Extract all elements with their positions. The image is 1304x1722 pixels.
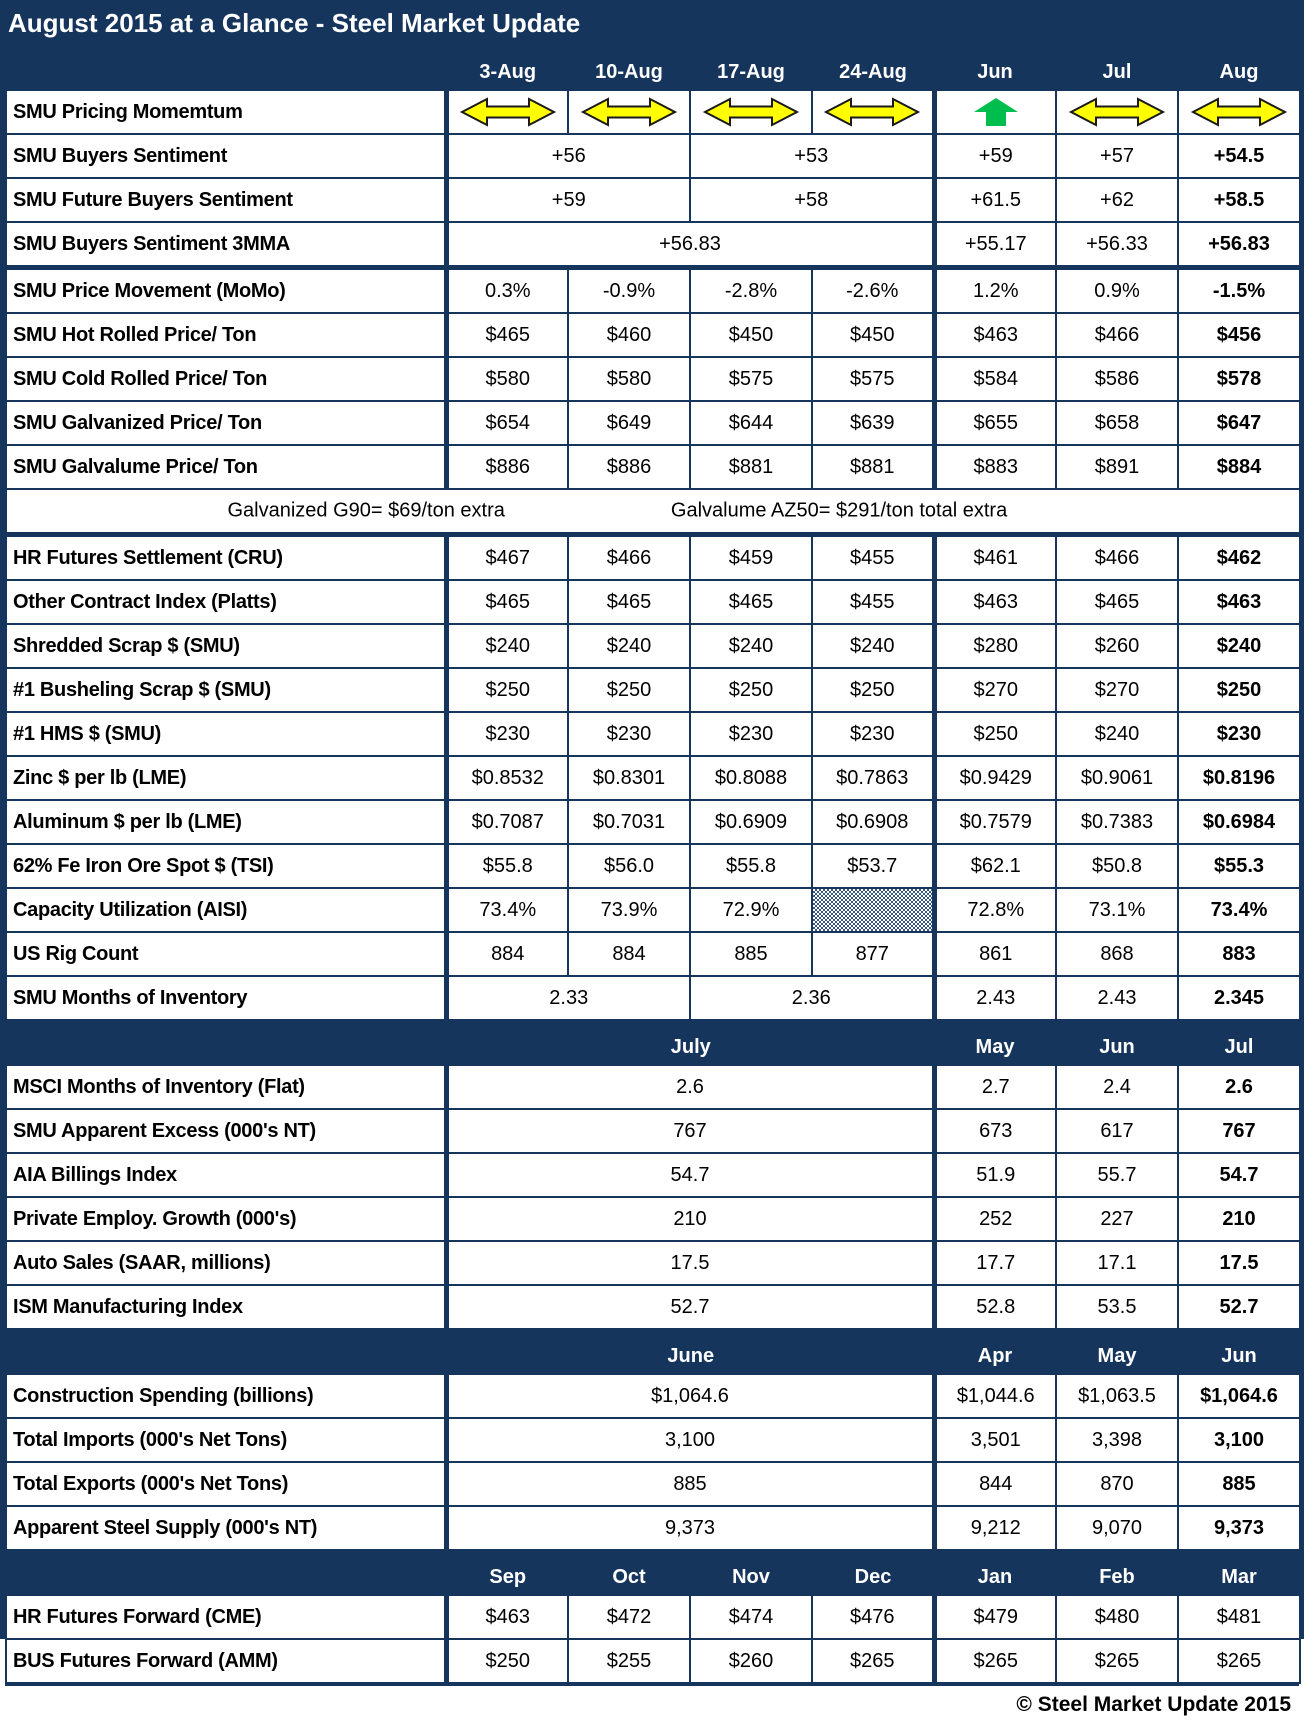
row-label: #1 HMS $ (SMU) [6, 712, 446, 756]
value-cell: 2.6 [1178, 1065, 1300, 1109]
value-cell: 54.7 [446, 1153, 934, 1197]
momentum-cell [690, 90, 812, 134]
table-row [6, 844, 1300, 888]
header-spacer-cell [6, 1329, 446, 1374]
value-cell: 767 [446, 1109, 934, 1153]
row-label: SMU Galvalume Price/ Ton [6, 445, 446, 489]
value-cell: $0.8088 [690, 756, 812, 800]
value-cell: $647 [1178, 401, 1300, 445]
value-cell: 2.345 [1178, 976, 1300, 1020]
table-row [6, 445, 1300, 489]
value-cell: $0.6984 [1178, 800, 1300, 844]
table-row [6, 1506, 1300, 1550]
value-cell: 870 [1056, 1462, 1178, 1506]
value-cell: $250 [934, 712, 1056, 756]
value-cell: 55.7 [1056, 1153, 1178, 1197]
month-header-cell: Apr [934, 1329, 1056, 1374]
momentum-cell [934, 90, 1056, 134]
table-row [6, 1197, 1300, 1241]
value-cell: 2.4 [1056, 1065, 1178, 1109]
value-cell: 73.4% [1178, 888, 1300, 932]
month-header-cell: Sep [446, 1550, 568, 1595]
row-label: SMU Future Buyers Sentiment [6, 178, 446, 222]
value-cell: $0.8532 [446, 756, 568, 800]
value-cell: $891 [1056, 445, 1178, 489]
value-cell: -0.9% [568, 268, 690, 314]
value-cell: $465 [568, 580, 690, 624]
value-cell: +54.5 [1178, 134, 1300, 178]
month-header-cell: Mar [1178, 1550, 1300, 1595]
value-cell: $466 [1056, 535, 1178, 581]
value-cell: $255 [568, 1639, 690, 1683]
value-cell: $450 [690, 313, 812, 357]
value-cell: $467 [446, 535, 568, 581]
value-cell: $270 [934, 668, 1056, 712]
value-cell: +59 [934, 134, 1056, 178]
value-cell: $575 [812, 357, 934, 401]
row-label: SMU Galvanized Price/ Ton [6, 401, 446, 445]
value-cell: $466 [568, 535, 690, 581]
value-cell: 17.5 [446, 1241, 934, 1285]
month-header-row [6, 1550, 1300, 1595]
row-label: MSCI Months of Inventory (Flat) [6, 1065, 446, 1109]
table-row [6, 313, 1300, 357]
value-cell: $465 [446, 313, 568, 357]
value-cell: 52.7 [446, 1285, 934, 1329]
value-cell: 9,070 [1056, 1506, 1178, 1550]
value-cell: 3,501 [934, 1418, 1056, 1462]
value-cell: $584 [934, 357, 1056, 401]
value-cell: $472 [568, 1595, 690, 1639]
table-row [6, 976, 1300, 1020]
value-cell: $250 [446, 1639, 568, 1683]
value-cell: $270 [1056, 668, 1178, 712]
value-cell: $62.1 [934, 844, 1056, 888]
value-cell: 885 [690, 932, 812, 976]
table-row [6, 1639, 1300, 1683]
value-cell: 17.7 [934, 1241, 1056, 1285]
value-cell: $480 [1056, 1595, 1178, 1639]
month-header-cell: Aug [1178, 45, 1300, 90]
month-header-cell: Jan [934, 1550, 1056, 1595]
row-label: Total Exports (000's Net Tons) [6, 1462, 446, 1506]
value-cell: 884 [446, 932, 568, 976]
value-cell: $1,044.6 [934, 1374, 1056, 1418]
value-cell: $455 [812, 535, 934, 581]
value-cell: $240 [690, 624, 812, 668]
horizontal-arrow-icon [824, 97, 920, 127]
value-cell: 3,100 [1178, 1418, 1300, 1462]
row-label: US Rig Count [6, 932, 446, 976]
value-cell: $883 [934, 445, 1056, 489]
row-label: SMU Hot Rolled Price/ Ton [6, 313, 446, 357]
value-cell: $479 [934, 1595, 1056, 1639]
value-cell: 53.5 [1056, 1285, 1178, 1329]
value-cell: $586 [1056, 357, 1178, 401]
table-row [6, 932, 1300, 976]
row-label: Apparent Steel Supply (000's NT) [6, 1506, 446, 1550]
value-cell: $465 [690, 580, 812, 624]
value-cell: $884 [1178, 445, 1300, 489]
note-text: Galvanized G90= $69/ton extra [227, 499, 505, 522]
value-cell: $240 [446, 624, 568, 668]
value-cell: 2.43 [1056, 976, 1178, 1020]
table-row [6, 800, 1300, 844]
table-row [6, 178, 1300, 222]
value-cell: 2.33 [446, 976, 690, 1020]
horizontal-arrow-icon [460, 97, 556, 127]
table-row [6, 888, 1300, 932]
table-row [6, 357, 1300, 401]
value-cell: 252 [934, 1197, 1056, 1241]
value-cell: $55.3 [1178, 844, 1300, 888]
table-row [6, 1595, 1300, 1639]
value-cell: 51.9 [934, 1153, 1056, 1197]
value-cell: $463 [1178, 580, 1300, 624]
month-header-cell: May [934, 1020, 1056, 1065]
header-spacer-cell [6, 1550, 446, 1595]
value-cell: $240 [568, 624, 690, 668]
up-arrow-icon [970, 96, 1022, 128]
value-cell: 883 [1178, 932, 1300, 976]
row-label: SMU Apparent Excess (000's NT) [6, 1109, 446, 1153]
value-cell: $230 [690, 712, 812, 756]
month-header-cell: July [446, 1020, 934, 1065]
row-label: SMU Price Movement (MoMo) [6, 268, 446, 314]
value-cell: $0.8196 [1178, 756, 1300, 800]
month-header-cell: 3-Aug [446, 45, 568, 90]
row-label: 62% Fe Iron Ore Spot $ (TSI) [6, 844, 446, 888]
value-cell: $0.7087 [446, 800, 568, 844]
table-row [6, 1109, 1300, 1153]
value-cell: $0.6909 [690, 800, 812, 844]
note-row [6, 489, 1300, 535]
row-label: Aluminum $ per lb (LME) [6, 800, 446, 844]
value-cell: +62 [1056, 178, 1178, 222]
value-cell: $658 [1056, 401, 1178, 445]
month-header-cell: Jul [1056, 45, 1178, 90]
value-cell: $0.7383 [1056, 800, 1178, 844]
value-cell: 9,373 [1178, 1506, 1300, 1550]
value-cell: $886 [568, 445, 690, 489]
horizontal-arrow-icon [581, 97, 677, 127]
value-cell: $655 [934, 401, 1056, 445]
page-title: August 2015 at a Glance - Steel Market Update [8, 8, 581, 38]
value-cell: 17.1 [1056, 1241, 1178, 1285]
value-cell: $55.8 [446, 844, 568, 888]
row-label: Shredded Scrap $ (SMU) [6, 624, 446, 668]
value-cell: 227 [1056, 1197, 1178, 1241]
momentum-cell [1178, 90, 1300, 134]
value-cell: 54.7 [1178, 1153, 1300, 1197]
month-header-cell: 10-Aug [568, 45, 690, 90]
month-header-row [6, 1329, 1300, 1374]
value-cell: $265 [934, 1639, 1056, 1683]
value-cell: $476 [812, 1595, 934, 1639]
value-cell: 885 [1178, 1462, 1300, 1506]
value-cell: $0.7863 [812, 756, 934, 800]
value-cell: 0.3% [446, 268, 568, 314]
value-cell: $450 [812, 313, 934, 357]
table-row [6, 668, 1300, 712]
value-cell: 72.9% [690, 888, 812, 932]
value-cell: 877 [812, 932, 934, 976]
month-header-cell: Nov [690, 1550, 812, 1595]
value-cell: $240 [1178, 624, 1300, 668]
value-cell: $459 [690, 535, 812, 581]
row-label: Construction Spending (billions) [6, 1374, 446, 1418]
value-cell: 2.36 [690, 976, 934, 1020]
row-label: SMU Pricing Momemtum [6, 90, 446, 134]
row-label: AIA Billings Index [6, 1153, 446, 1197]
header-spacer-cell [6, 45, 446, 90]
value-cell: $886 [446, 445, 568, 489]
value-cell: $280 [934, 624, 1056, 668]
row-label: SMU Buyers Sentiment [6, 134, 446, 178]
table-row [6, 268, 1300, 314]
value-cell: 17.5 [1178, 1241, 1300, 1285]
value-cell: 9,212 [934, 1506, 1056, 1550]
value-cell: $474 [690, 1595, 812, 1639]
value-cell: $466 [1056, 313, 1178, 357]
table-row [6, 1153, 1300, 1197]
row-label: Total Imports (000's Net Tons) [6, 1418, 446, 1462]
row-label: Private Employ. Growth (000's) [6, 1197, 446, 1241]
value-cell: 861 [934, 932, 1056, 976]
value-cell: $240 [812, 624, 934, 668]
table-row [6, 401, 1300, 445]
row-label: BUS Futures Forward (AMM) [6, 1639, 446, 1683]
header-spacer-cell [6, 1020, 446, 1065]
value-cell: 2.7 [934, 1065, 1056, 1109]
value-cell: $881 [812, 445, 934, 489]
value-cell: +58.5 [1178, 178, 1300, 222]
value-cell: $1,064.6 [446, 1374, 934, 1418]
data-table [5, 44, 1301, 1684]
value-cell: $0.6908 [812, 800, 934, 844]
value-cell: $250 [690, 668, 812, 712]
value-cell: $578 [1178, 357, 1300, 401]
value-cell: 210 [1178, 1197, 1300, 1241]
value-cell: $0.9429 [934, 756, 1056, 800]
row-label: Other Contract Index (Platts) [6, 580, 446, 624]
month-header-cell: 17-Aug [690, 45, 812, 90]
value-cell: 673 [934, 1109, 1056, 1153]
table-row [6, 222, 1300, 268]
value-cell: 9,373 [446, 1506, 934, 1550]
momentum-cell [568, 90, 690, 134]
row-label: HR Futures Settlement (CRU) [6, 535, 446, 581]
table-row [6, 1285, 1300, 1329]
value-cell: $465 [446, 580, 568, 624]
value-cell: $250 [568, 668, 690, 712]
table-row [6, 624, 1300, 668]
table-row [6, 580, 1300, 624]
value-cell: 72.8% [934, 888, 1056, 932]
value-cell: +57 [1056, 134, 1178, 178]
note-text: Galvalume AZ50= $291/ton total extra [670, 499, 1008, 522]
value-cell: 844 [934, 1462, 1056, 1506]
value-cell: 73.9% [568, 888, 690, 932]
row-label: SMU Buyers Sentiment 3MMA [6, 222, 446, 268]
value-cell: $260 [1056, 624, 1178, 668]
value-cell: $580 [568, 357, 690, 401]
value-cell: $0.9061 [1056, 756, 1178, 800]
value-cell: +61.5 [934, 178, 1056, 222]
value-cell: $265 [1056, 1639, 1178, 1683]
value-cell: $463 [934, 580, 1056, 624]
value-cell: $465 [1056, 580, 1178, 624]
value-cell: +53 [690, 134, 934, 178]
value-cell: $649 [568, 401, 690, 445]
month-header-cell: Dec [812, 1550, 934, 1595]
value-cell: $575 [690, 357, 812, 401]
table-row [6, 134, 1300, 178]
value-cell: $456 [1178, 313, 1300, 357]
month-header-row [6, 1020, 1300, 1065]
week-header-row [6, 45, 1300, 90]
value-cell: 3,100 [446, 1418, 934, 1462]
table-row [6, 535, 1300, 581]
table-row [6, 1241, 1300, 1285]
value-cell: $881 [690, 445, 812, 489]
value-cell: $0.7579 [934, 800, 1056, 844]
month-header-cell: June [446, 1329, 934, 1374]
value-cell: $250 [812, 668, 934, 712]
value-cell: $230 [446, 712, 568, 756]
horizontal-arrow-icon [1069, 97, 1165, 127]
value-cell: 0.9% [1056, 268, 1178, 314]
table-row [6, 712, 1300, 756]
table-row [6, 1065, 1300, 1109]
value-cell: +55.17 [934, 222, 1056, 268]
value-cell: $250 [1178, 668, 1300, 712]
value-cell: $53.7 [812, 844, 934, 888]
momentum-cell [812, 90, 934, 134]
value-cell: 73.4% [446, 888, 568, 932]
month-header-cell: Oct [568, 1550, 690, 1595]
value-cell: 617 [1056, 1109, 1178, 1153]
value-cell: $55.8 [690, 844, 812, 888]
value-cell: -2.6% [812, 268, 934, 314]
value-cell: $580 [446, 357, 568, 401]
copyright-footer: © Steel Market Update 2015 [5, 1684, 1299, 1722]
row-label: #1 Busheling Scrap $ (SMU) [6, 668, 446, 712]
value-cell: $50.8 [1056, 844, 1178, 888]
value-cell: 885 [446, 1462, 934, 1506]
value-cell: $56.0 [568, 844, 690, 888]
row-label: SMU Cold Rolled Price/ Ton [6, 357, 446, 401]
value-cell: 1.2% [934, 268, 1056, 314]
table-row [6, 1418, 1300, 1462]
value-cell: +59 [446, 178, 690, 222]
value-cell: 52.8 [934, 1285, 1056, 1329]
table-row [6, 756, 1300, 800]
month-header-cell: May [1056, 1329, 1178, 1374]
row-label: Auto Sales (SAAR, millions) [6, 1241, 446, 1285]
row-label: Zinc $ per lb (LME) [6, 756, 446, 800]
value-cell: $0.7031 [568, 800, 690, 844]
value-cell: 210 [446, 1197, 934, 1241]
value-cell: +56.83 [446, 222, 934, 268]
value-cell: $460 [568, 313, 690, 357]
row-label: HR Futures Forward (CME) [6, 1595, 446, 1639]
row-label: ISM Manufacturing Index [6, 1285, 446, 1329]
value-cell: $240 [1056, 712, 1178, 756]
value-cell: -1.5% [1178, 268, 1300, 314]
value-cell: $1,064.6 [1178, 1374, 1300, 1418]
value-cell: $654 [446, 401, 568, 445]
value-cell: $639 [812, 401, 934, 445]
value-cell: $461 [934, 535, 1056, 581]
row-label: Capacity Utilization (AISI) [6, 888, 446, 932]
value-cell: $260 [690, 1639, 812, 1683]
value-cell: 3,398 [1056, 1418, 1178, 1462]
value-cell: +56.83 [1178, 222, 1300, 268]
value-cell: 868 [1056, 932, 1178, 976]
value-cell: $462 [1178, 535, 1300, 581]
table-row [6, 1462, 1300, 1506]
value-cell: $230 [812, 712, 934, 756]
value-cell: $481 [1178, 1595, 1300, 1639]
month-header-cell: Jun [934, 45, 1056, 90]
month-header-cell: 24-Aug [812, 45, 934, 90]
table-row [6, 1374, 1300, 1418]
value-cell: 52.7 [1178, 1285, 1300, 1329]
horizontal-arrow-icon [703, 97, 799, 127]
value-cell: 73.1% [1056, 888, 1178, 932]
table-container [5, 44, 1299, 1722]
value-cell: +56.33 [1056, 222, 1178, 268]
value-cell: $463 [934, 313, 1056, 357]
month-header-cell: Jun [1178, 1329, 1300, 1374]
value-cell: $230 [1178, 712, 1300, 756]
momentum-cell [446, 90, 568, 134]
row-label: SMU Months of Inventory [6, 976, 446, 1020]
table-row [6, 90, 1300, 134]
value-cell: 2.6 [446, 1065, 934, 1109]
value-cell: $463 [446, 1595, 568, 1639]
hatched-cell [812, 888, 934, 932]
value-cell: $1,063.5 [1056, 1374, 1178, 1418]
value-cell: $265 [812, 1639, 934, 1683]
value-cell: 884 [568, 932, 690, 976]
value-cell: $250 [446, 668, 568, 712]
value-cell: $230 [568, 712, 690, 756]
month-header-cell: Jul [1178, 1020, 1300, 1065]
value-cell: +56 [446, 134, 690, 178]
value-cell: $0.8301 [568, 756, 690, 800]
value-cell: -2.8% [690, 268, 812, 314]
value-cell: $644 [690, 401, 812, 445]
note-cell [6, 489, 1300, 535]
value-cell: $455 [812, 580, 934, 624]
momentum-cell [1056, 90, 1178, 134]
month-header-cell: Feb [1056, 1550, 1178, 1595]
horizontal-arrow-icon [1191, 97, 1287, 127]
value-cell: 2.43 [934, 976, 1056, 1020]
value-cell: +58 [690, 178, 934, 222]
month-header-cell: Jun [1056, 1020, 1178, 1065]
value-cell: $265 [1178, 1639, 1300, 1683]
value-cell: 767 [1178, 1109, 1300, 1153]
